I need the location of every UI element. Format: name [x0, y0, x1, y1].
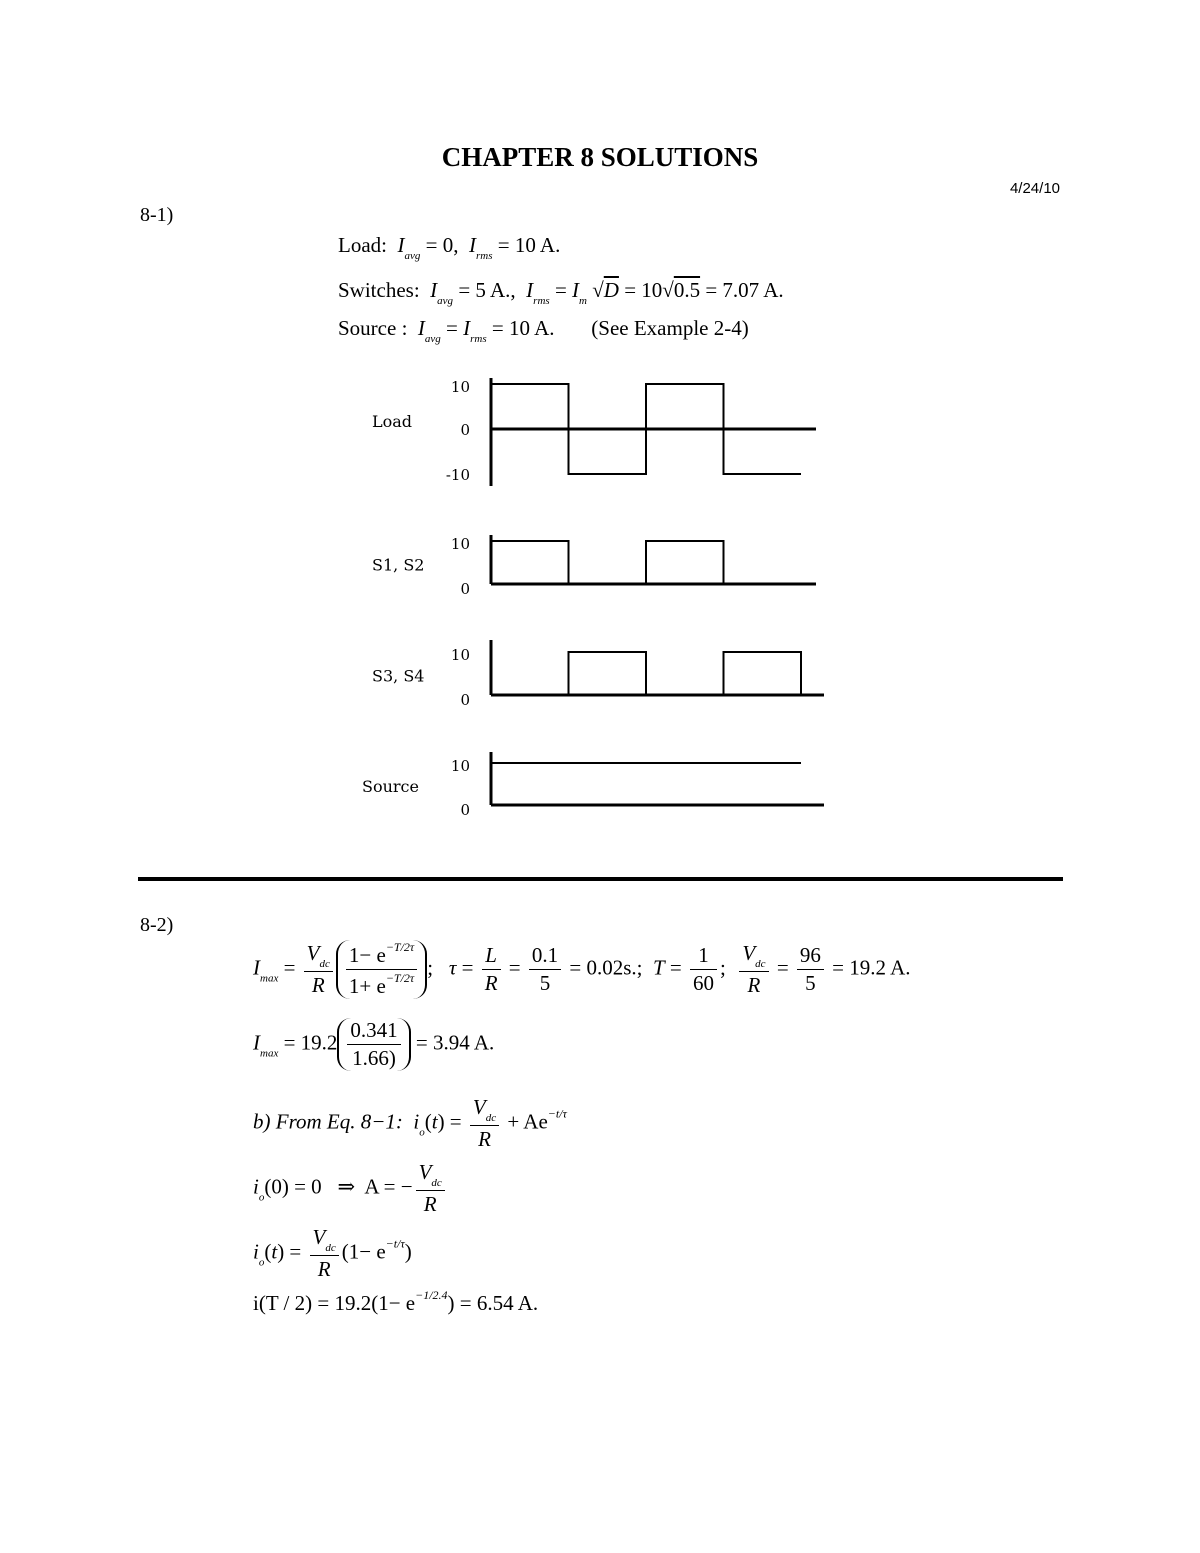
p2-line-current-expression: $i_o(t)$ = $\frac{V_{dc}}{R}$ $(1- e^{-t/\tau})$ — [253, 1225, 412, 1281]
problem-label-8-1: 8-1) — [140, 204, 174, 226]
tick-label: 10 — [450, 378, 470, 396]
section-divider — [138, 877, 1063, 881]
page-date: 4/24/10 — [1009, 180, 1060, 197]
tick-label: 10 — [450, 757, 470, 775]
series-label: S1, S2 — [372, 555, 425, 575]
p2-line-imax-value: $I_{max} = 19.2$ $\frac{0.341}{1.66)}$ = 3.94 A. — [253, 1018, 495, 1070]
tick-label: 10 — [450, 646, 470, 664]
tick-label: 0 — [460, 801, 470, 819]
p1-equation-load: Load: $I_{avg} = 0$, $I_{rms} = 10$ A. — [338, 233, 561, 262]
p1-equation-source: Source : $I_{avg} = I_{rms} = 10$ A. (See Example 2-4) — [338, 316, 749, 345]
p2-line-imax-formula: $I_{max}$ = $\frac{V_{dc}}{R}$ $\frac{1- e^{-T/2\tau}}{1+ e^{-T/2\tau}}$ ; τ = $\frac{L}{R}$ = $\frac{0.1}{5}$ = 0.02s.; T = $\frac{1}{60}$ ; $\frac{V_{dc}}{R}$ = $\frac{96}{5}$ = 19.2 A. — [253, 940, 911, 998]
p2-line-half-period-current: $i(T / 2) = 19.2(1- e^{-1/2.4}) = 6.54$ A. — [253, 1288, 539, 1315]
tick-label: 10 — [450, 535, 470, 553]
problem-label-8-2: 8-2) — [140, 914, 174, 936]
tick-label: 0 — [460, 691, 470, 709]
p2-line-eq-8-1: b) From Eq. 8−1: $i_o(t)$ = $\frac{V_{dc}}{R}$ + $Ae^{-t/\tau}$ — [253, 1095, 567, 1151]
series-label: S3, S4 — [372, 666, 425, 686]
tick-label: -10 — [445, 466, 470, 484]
page-title: CHAPTER 8 SOLUTIONS — [441, 142, 759, 172]
tick-label: 0 — [460, 580, 470, 598]
tick-label: 0 — [460, 421, 470, 439]
p2-line-initial-condition: $i_o(0) = 0$ ⇒ A = − $\frac{V_{dc}}{R}$ — [253, 1160, 448, 1217]
p1-equation-switches: Switches: $I_{avg} = 5$ A., $I_{rms} = I_m$ √D = 10√0.5 = 7.07 A. — [338, 278, 784, 307]
series-label: Load — [372, 412, 413, 431]
series-label: Source — [362, 777, 419, 796]
waveform-line — [491, 541, 801, 584]
waveform-line — [491, 652, 801, 695]
